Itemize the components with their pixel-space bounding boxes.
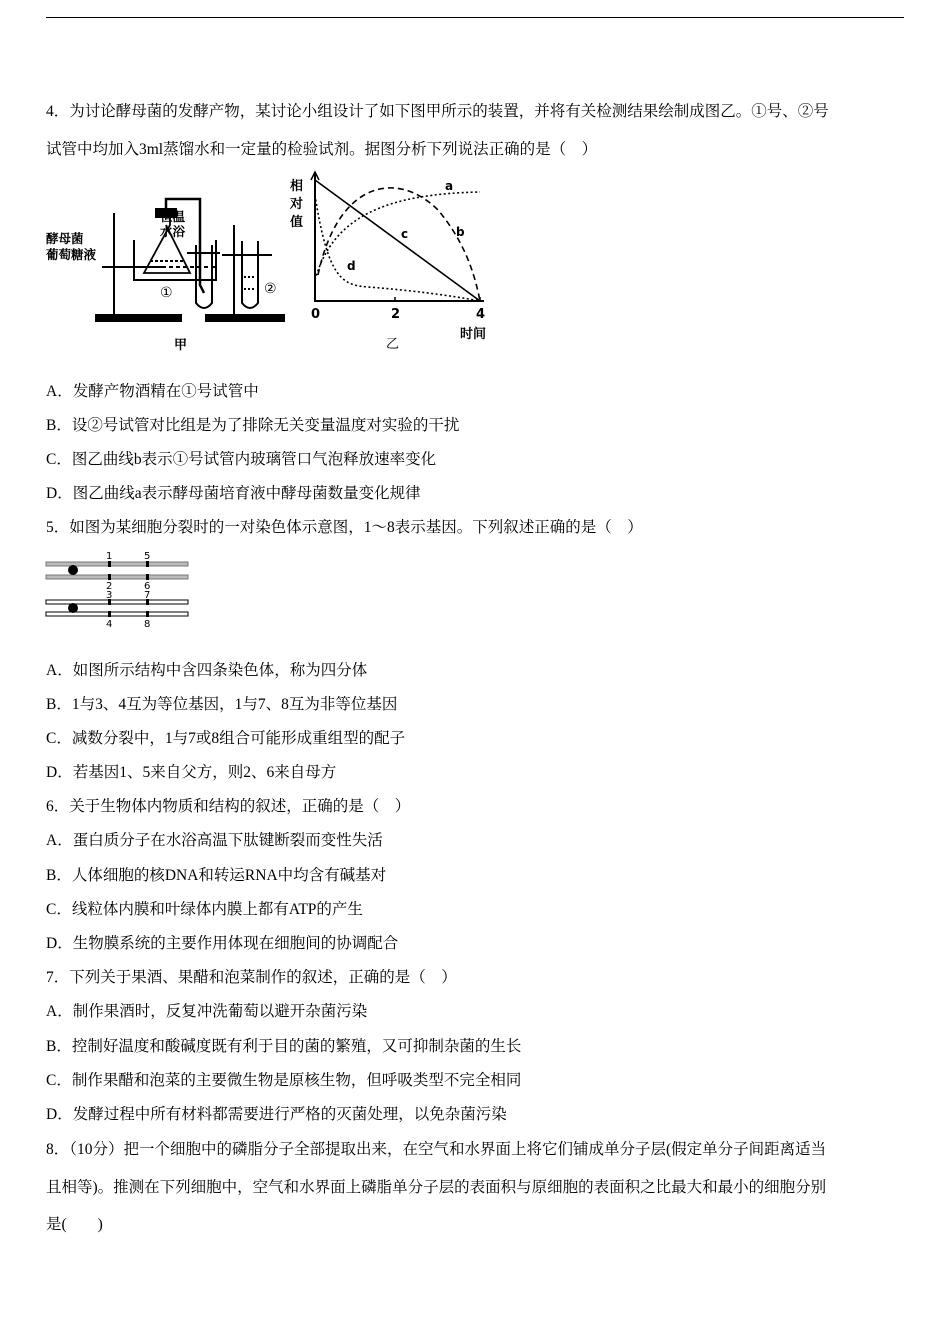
centromere-2 (68, 603, 78, 613)
q5-option-d: D．若基因1、5来自父方，则2、6来自母方 (46, 764, 337, 781)
gene-2: 2 (106, 581, 113, 592)
chromatid-1 (46, 562, 188, 566)
q5-option-c: C．减数分裂中，1与7或8组合可能形成重组型的配子 (46, 730, 406, 747)
tube1-label: ① (160, 285, 173, 301)
tick-4: 4 (476, 307, 486, 322)
chromosome-figure (44, 548, 194, 632)
centromere-1 (68, 565, 78, 575)
q7-stem: 7．下列关于果酒、果醋和泡菜制作的叙述，正确的是（ ） (46, 969, 457, 986)
ylabel-char2: 对 (290, 197, 304, 212)
curve-a-label: a (445, 179, 454, 193)
gene-7: 7 (144, 590, 151, 601)
q5-stem: 5．如图为某细胞分裂时的一对染色体示意图，1～8表示基因。下列叙述正确的是（ ） (46, 519, 643, 536)
q4-stem-line2: 试管中均加入3ml蒸馏水和一定量的检验试剂。据图分析下列说法正确的是（ ） (46, 141, 598, 158)
chromatid-4 (46, 612, 188, 616)
tick-2: 2 (391, 307, 401, 322)
curve-c-label: c (401, 227, 409, 241)
gene-6: 6 (144, 581, 151, 592)
q6-stem: 6．关于生物体内物质和结构的叙述，正确的是（ ） (46, 798, 411, 815)
caption-yi: 乙 (386, 337, 400, 352)
q8-stem-line3: 是( ) (46, 1216, 103, 1233)
q8-stem-line2: 且相等)。推测在下列细胞中，空气和水界面上磷脂单分子层的表面积与原细胞的表面积之比最大和最小的细胞分别 (46, 1179, 827, 1196)
q7-option-d: D．发酵过程中所有材料都需要进行严格的灭菌处理，以免杂菌污染 (46, 1106, 507, 1123)
q4-option-b: B．设②号试管对比组是为了排除无关变量温度对实验的干扰 (46, 417, 460, 434)
gene-4: 4 (106, 619, 113, 630)
gene-1: 1 (106, 551, 113, 562)
q4-stem-line1: 4．为讨论酵母菌的发酵产物，某讨论小组设计了如下图甲所示的装置，并将有关检测结果绘制成图乙。①号、②号 (46, 103, 829, 120)
header-rule (46, 17, 904, 18)
ylabel-char1: 相 (290, 179, 304, 194)
tick-0: 0 (311, 307, 321, 322)
gene-3: 3 (106, 590, 113, 601)
xlabel: 时间 (460, 327, 487, 342)
q6-option-a: A．蛋白质分子在水浴高温下肽键断裂而变性失活 (46, 832, 383, 849)
stand-base-right (206, 315, 284, 321)
label-yeast-line1: 酵母菌 (46, 231, 84, 246)
result-graph (288, 170, 503, 355)
chromatid-3 (46, 600, 188, 604)
test-tube-1 (196, 245, 212, 308)
curve-b-label: b (456, 225, 465, 239)
q6-option-c: C．线粒体内膜和叶绿体内膜上都有ATP的产生 (46, 901, 363, 918)
apparatus-figure (44, 185, 299, 355)
curve-d (315, 195, 480, 301)
caption-jia: 甲 (174, 338, 188, 353)
label-bath-line2: 水浴 (160, 224, 186, 239)
q5-option-a: A．如图所示结构中含四条染色体，称为四分体 (46, 662, 368, 679)
label-yeast-line2: 葡萄糖液 (46, 247, 97, 262)
test-tube-2 (242, 241, 258, 308)
stand-base-left (96, 315, 181, 321)
q4-option-d: D．图乙曲线a表示酵母菌培育液中酵母菌数量变化规律 (46, 485, 421, 502)
q7-option-a: A．制作果酒时，反复冲洗葡萄以避开杂菌污染 (46, 1003, 368, 1020)
curve-c (315, 180, 480, 301)
q4-option-a: A．发酵产物酒精在①号试管中 (46, 383, 259, 400)
curve-d-label: d (347, 259, 356, 273)
q7-option-b: B．控制好温度和酸碱度既有利于目的菌的繁殖，又可抑制杂菌的生长 (46, 1038, 522, 1055)
q6-option-b: B．人体细胞的核DNA和转运RNA中均含有碱基对 (46, 867, 387, 884)
q5-option-b: B．1与3、4互为等位基因，1与7、8互为非等位基因 (46, 696, 398, 713)
q4-option-c: C．图乙曲线b表示①号试管内玻璃管口气泡释放速率变化 (46, 451, 437, 468)
label-bath-line1: 恒温 (160, 209, 186, 224)
gene-8: 8 (144, 619, 151, 630)
q8-stem-line1: 8．（10分）把一个细胞中的磷脂分子全部提取出来，在空气和水界面上将它们铺成单分子层(假定单分子间距离适当 (46, 1141, 827, 1158)
chromatid-2 (46, 575, 188, 579)
q6-option-d: D．生物膜系统的主要作用体现在细胞间的协调配合 (46, 935, 399, 952)
q7-option-c: C．制作果醋和泡菜的主要微生物是原核生物，但呼吸类型不完全相同 (46, 1072, 522, 1089)
ylabel-char3: 值 (290, 215, 304, 230)
tube2-label: ② (264, 281, 277, 297)
gene-5: 5 (144, 551, 151, 562)
